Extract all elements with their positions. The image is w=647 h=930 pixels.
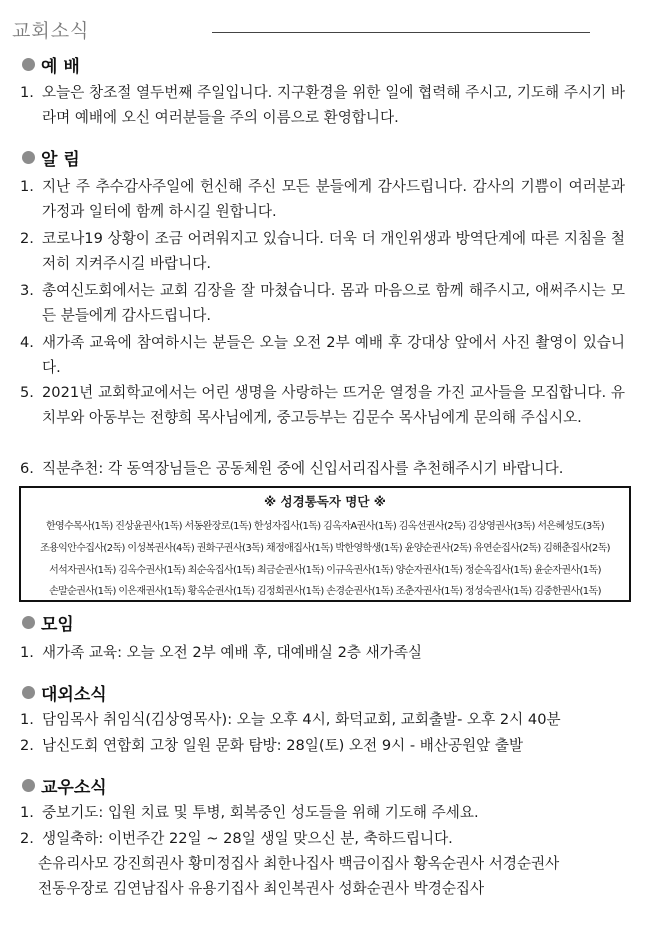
reader-names-line: 손말순권사(1독) 이은재권사(1독) 황옥순권사(1독) 김정희권사(1독) 손경순권사(1독) 조춘자권사(1독) 정성숙권사(1독) 김중한권사(1독) [49, 586, 601, 597]
item-text: 생일축하: 이번주간 22일 ~ 28일 생일 맞으신 분, 축하드립니다. [42, 830, 453, 847]
item-text: 코로나19 상황이 조금 어려워지고 있습니다. 더욱 더 개인위생과 방역단계에 따른 지침을 철저히 지켜주시길 바랍니다. [42, 230, 625, 272]
external-item-2 [20, 733, 625, 758]
worship-item-1 [20, 80, 625, 130]
item-text: 오늘은 창조절 열두번째 주일입니다. 지구환경을 위한 일에 협력해 주시고, 기도해 주시기 바라며 예배에 오신 여러분들을 주의 이름으로 환영합니다. [42, 84, 625, 126]
page-title: 교회소식 [12, 20, 90, 42]
external-news-heading [22, 680, 107, 705]
bible-reading-box [19, 486, 631, 602]
birthday-names-line: 손유리사모 강진희권사 황미정집사 최한나집사 백금이집사 황옥순권사 서경순권사 [38, 855, 560, 872]
item-number: 2. [20, 230, 34, 247]
item-number: 4. [20, 334, 34, 351]
bullet-icon [22, 616, 35, 629]
announcement-item-6 [20, 456, 625, 481]
worship-heading [22, 52, 80, 77]
item-number: 2. [20, 830, 34, 847]
item-number: 1. [20, 84, 34, 101]
item-text: 중보기도: 입원 치료 및 투병, 회복중인 성도들을 위해 기도해 주세요. [42, 804, 479, 821]
item-number: 1. [20, 804, 34, 821]
external-item-1 [20, 707, 625, 732]
item-number: 3. [20, 282, 34, 299]
members-item-1 [20, 800, 625, 825]
birthday-names-line: 전동우장로 김연남집사 유용기집사 최인복권사 성화순권사 박경순집사 [38, 880, 485, 897]
bullet-icon [22, 58, 35, 71]
item-number: 1. [20, 644, 34, 661]
bullet-icon [22, 151, 35, 164]
item-text: 담임목사 취임식(김상영목사): 오늘 오후 4시, 화덕교회, 교회출발- 오후 2시 40분 [42, 711, 561, 728]
meeting-item-1 [20, 640, 625, 665]
announcement-item-3 [20, 278, 625, 328]
members-item-2 [20, 826, 625, 851]
item-text: 지난 주 추수감사주일에 헌신해 주신 모든 분들에게 감사드립니다. 감사의 기쁨이 여러분과 가정과 일터에 함께 하시길 원합니다. [42, 178, 625, 220]
page-header [12, 10, 632, 50]
item-number: 2. [20, 737, 34, 754]
announcement-item-2 [20, 226, 625, 276]
announcements-heading [22, 145, 80, 170]
announcements-heading-text: 알 림 [41, 150, 80, 170]
item-number: 6. [20, 460, 34, 477]
item-text: 새가족 교육에 참여하시는 분들은 오늘 오전 2부 예배 후 강대상 앞에서 사진 촬영이 있습니다. [42, 334, 625, 376]
reader-names-line: 서석자권사(1독) 김옥수권사(1독) 최순옥집사(1독) 최금순권사(1독) 이규옥권사(1독) 양순자권사(1독) 정순옥집사(1독) 윤순자권사(1독) [49, 565, 601, 576]
meeting-heading [22, 610, 74, 635]
members-news-heading-text: 교우소식 [41, 778, 107, 798]
announcement-item-4 [20, 330, 625, 380]
item-text: 2021년 교회학교에서는 어린 생명을 사랑하는 뜨거운 열정을 가진 교사들을 모집합니다. 유치부와 아동부는 전향희 목사님에게, 중고등부는 김문수 목사님에게 문의해 주십시오. [42, 384, 625, 426]
item-number: 1. [20, 711, 34, 728]
item-number: 1. [20, 178, 34, 195]
item-text: 새가족 교육: 오늘 오전 2부 예배 후, 대예배실 2층 새가족실 [42, 644, 423, 661]
meeting-heading-text: 모임 [41, 615, 74, 635]
members-news-heading [22, 773, 107, 798]
item-text: 남신도회 연합회 고창 일원 문화 탐방: 28일(토) 오전 9시 - 배산공원앞 출발 [42, 737, 524, 754]
announcement-item-1 [20, 174, 625, 224]
item-text: 직분추천: 각 동역장님들은 공동체원 중에 신입서리집사를 추천해주시기 바랍니다. [42, 460, 564, 477]
header-divider [212, 32, 590, 33]
announcement-item-5 [20, 380, 625, 430]
bible-reading-title: ※ 성경통독자 명단 ※ [264, 494, 386, 509]
bullet-icon [22, 686, 35, 699]
reader-names-line: 한영수목사(1독) 진상윤권사(1독) 서동완장로(1독) 한성자집사(1독) 김옥자A권사(1독) 김옥선권사(2독) 김상영권사(3독) 서은혜성도(3독) [45, 521, 605, 532]
external-news-heading-text: 대외소식 [41, 685, 107, 705]
reader-names-line: 조용익안수집사(2독) 이성복권사(4독) 권화구권사(3독) 채정애집사(1독) 박한영학생(1독) 윤양순권사(2독) 유연순집사(2독) 김해춘집사(2독) [40, 543, 610, 554]
item-number: 5. [20, 384, 34, 401]
worship-heading-text: 예 배 [41, 57, 80, 77]
item-text: 총여신도회에서는 교회 김장을 잘 마쳤습니다. 몸과 마음으로 함께 해주시고, 애써주시는 모든 분들에게 감사드립니다. [42, 282, 625, 324]
bullet-icon [22, 779, 35, 792]
